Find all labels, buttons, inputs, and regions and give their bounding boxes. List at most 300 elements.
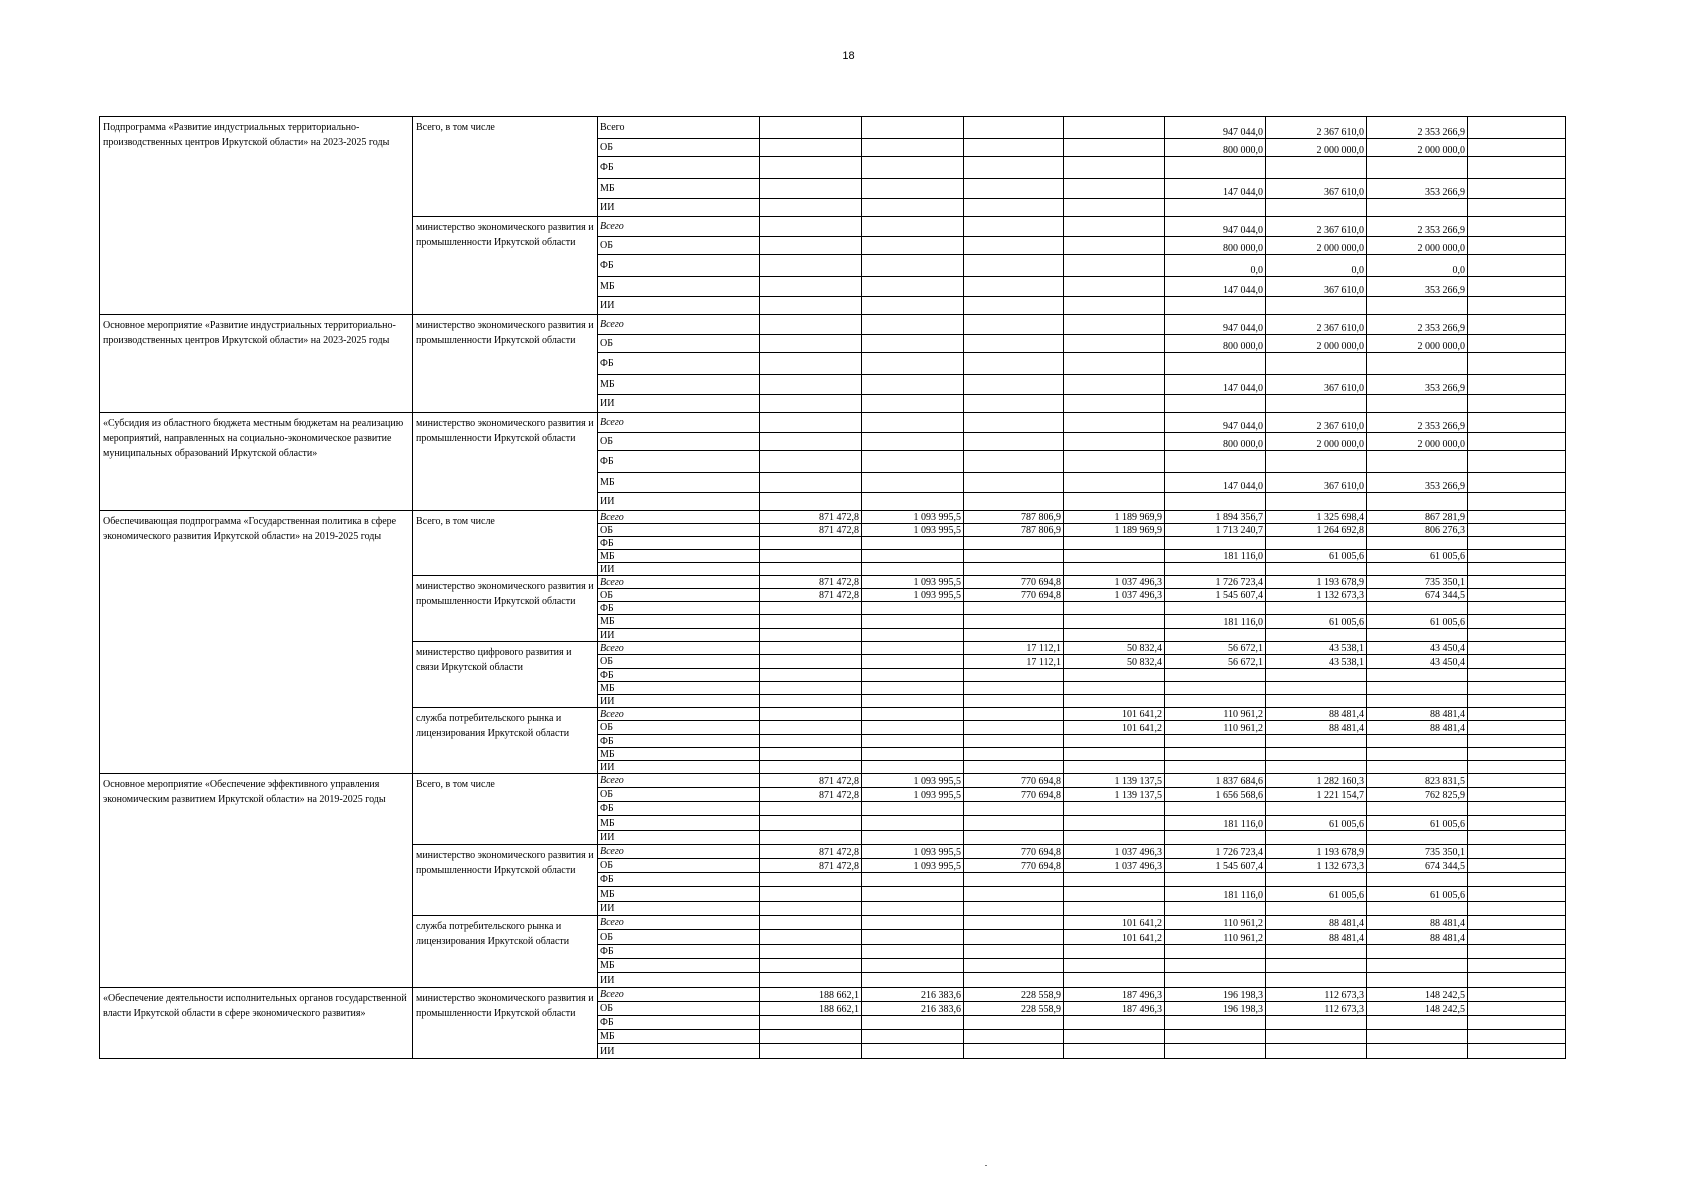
funding-source-cell: Всего: [598, 576, 760, 589]
empty-cell: [1468, 1030, 1566, 1044]
amount-cell: 2 000 000,0: [1367, 335, 1468, 353]
funding-source-cell: МБ: [598, 887, 760, 902]
empty-cell: [1468, 537, 1566, 550]
funding-source-cell: МБ: [598, 179, 760, 199]
amount-cell: [1266, 563, 1367, 576]
amount-cell: [1064, 831, 1165, 845]
amount-cell: [1165, 761, 1266, 774]
amount-cell: 800 000,0: [1165, 237, 1266, 255]
amount-cell: 1 221 154,7: [1266, 788, 1367, 802]
funding-source-cell: Всего: [598, 413, 760, 433]
amount-cell: [964, 1044, 1064, 1059]
amount-cell: [1064, 157, 1165, 179]
funding-source-cell: ФБ: [598, 353, 760, 375]
amount-cell: [1266, 157, 1367, 179]
funding-source-cell: ОБ: [598, 1002, 760, 1016]
amount-cell: [1064, 550, 1165, 563]
amount-cell: [1064, 669, 1165, 682]
amount-cell: 196 198,3: [1165, 988, 1266, 1002]
amount-cell: [1367, 353, 1468, 375]
amount-cell: 17 112,1: [964, 655, 1064, 669]
empty-cell: [1468, 117, 1566, 139]
amount-cell: [964, 237, 1064, 255]
amount-cell: 181 116,0: [1165, 550, 1266, 563]
amount-cell: [862, 930, 964, 945]
empty-cell: [1468, 761, 1566, 774]
amount-cell: [760, 761, 862, 774]
amount-cell: 1 093 995,5: [862, 845, 964, 859]
funding-source-cell: Всего: [598, 511, 760, 524]
amount-cell: [862, 315, 964, 335]
amount-cell: 800 000,0: [1165, 139, 1266, 157]
empty-cell: [1468, 315, 1566, 335]
amount-cell: [1367, 1030, 1468, 1044]
amount-cell: [862, 615, 964, 629]
amount-cell: 61 005,6: [1367, 887, 1468, 902]
funding-source-cell: ОБ: [598, 859, 760, 873]
amount-cell: [1165, 695, 1266, 708]
amount-cell: [862, 117, 964, 139]
amount-cell: 947 044,0: [1165, 413, 1266, 433]
amount-cell: [1266, 353, 1367, 375]
amount-cell: 61 005,6: [1266, 816, 1367, 831]
table-row: [100, 413, 1566, 433]
amount-cell: [760, 669, 862, 682]
amount-cell: [1165, 537, 1266, 550]
amount-cell: 1 093 995,5: [862, 859, 964, 873]
empty-cell: [1468, 335, 1566, 353]
amount-cell: 188 662,1: [760, 988, 862, 1002]
amount-cell: 187 496,3: [1064, 1002, 1165, 1016]
amount-cell: [964, 563, 1064, 576]
empty-cell: [1468, 179, 1566, 199]
amount-cell: [964, 615, 1064, 629]
amount-cell: [1266, 493, 1367, 511]
empty-cell: [1468, 277, 1566, 297]
amount-cell: [760, 916, 862, 930]
amount-cell: 88 481,4: [1266, 721, 1367, 735]
amount-cell: [862, 735, 964, 748]
amount-cell: [1266, 1016, 1367, 1030]
amount-cell: 88 481,4: [1367, 708, 1468, 721]
amount-cell: 867 281,9: [1367, 511, 1468, 524]
amount-cell: 56 672,1: [1165, 655, 1266, 669]
amount-cell: 2 353 266,9: [1367, 315, 1468, 335]
amount-cell: [862, 277, 964, 297]
amount-cell: [862, 708, 964, 721]
amount-cell: 770 694,8: [964, 859, 1064, 873]
amount-cell: [1064, 451, 1165, 473]
responsible-executor-cell: служба потребительского рынка и лицензирования Иркутской области: [413, 916, 598, 988]
amount-cell: 1 656 568,6: [1165, 788, 1266, 802]
amount-cell: 871 472,8: [760, 589, 862, 602]
amount-cell: 871 472,8: [760, 524, 862, 537]
funding-source-cell: ОБ: [598, 335, 760, 353]
empty-cell: [1468, 816, 1566, 831]
amount-cell: [862, 550, 964, 563]
amount-cell: [964, 916, 1064, 930]
amount-cell: 17 112,1: [964, 642, 1064, 655]
amount-cell: 187 496,3: [1064, 988, 1165, 1002]
amount-cell: 1 037 496,3: [1064, 859, 1165, 873]
amount-cell: [1367, 629, 1468, 642]
funding-source-cell: Всего: [598, 315, 760, 335]
amount-cell: 2 367 610,0: [1266, 315, 1367, 335]
amount-cell: [1064, 413, 1165, 433]
amount-cell: [1064, 563, 1165, 576]
amount-cell: [1266, 831, 1367, 845]
amount-cell: 2 000 000,0: [1266, 139, 1367, 157]
amount-cell: 1 189 969,9: [1064, 511, 1165, 524]
amount-cell: [760, 959, 862, 973]
amount-cell: [760, 655, 862, 669]
amount-cell: [862, 255, 964, 277]
responsible-executor-cell: министерство экономического развития и промышленности Иркутской области: [413, 845, 598, 916]
amount-cell: [862, 902, 964, 916]
amount-cell: [1064, 315, 1165, 335]
empty-cell: [1468, 589, 1566, 602]
amount-cell: 188 662,1: [760, 1002, 862, 1016]
amount-cell: [1064, 1044, 1165, 1059]
amount-cell: [1266, 959, 1367, 973]
amount-cell: 367 610,0: [1266, 179, 1367, 199]
amount-cell: 367 610,0: [1266, 277, 1367, 297]
amount-cell: [964, 1016, 1064, 1030]
amount-cell: 871 472,8: [760, 845, 862, 859]
amount-cell: 61 005,6: [1367, 550, 1468, 563]
amount-cell: [862, 629, 964, 642]
amount-cell: [862, 179, 964, 199]
amount-cell: 1 264 692,8: [1266, 524, 1367, 537]
empty-cell: [1468, 902, 1566, 916]
amount-cell: [760, 642, 862, 655]
amount-cell: [1266, 902, 1367, 916]
amount-cell: [1064, 695, 1165, 708]
empty-cell: [1468, 873, 1566, 887]
amount-cell: [1064, 735, 1165, 748]
amount-cell: [760, 255, 862, 277]
amount-cell: [964, 297, 1064, 315]
amount-cell: 806 276,3: [1367, 524, 1468, 537]
amount-cell: [964, 353, 1064, 375]
funding-source-cell: ИИ: [598, 973, 760, 988]
amount-cell: [862, 1044, 964, 1059]
amount-cell: 88 481,4: [1367, 930, 1468, 945]
amount-cell: [862, 602, 964, 615]
empty-cell: [1468, 859, 1566, 873]
empty-cell: [1468, 139, 1566, 157]
amount-cell: [760, 1030, 862, 1044]
table-row: [100, 774, 1566, 788]
amount-cell: 674 344,5: [1367, 589, 1468, 602]
amount-cell: [964, 473, 1064, 493]
amount-cell: [1165, 157, 1266, 179]
amount-cell: [1064, 602, 1165, 615]
amount-cell: 1 139 137,5: [1064, 774, 1165, 788]
amount-cell: 88 481,4: [1266, 930, 1367, 945]
table-row: [100, 988, 1566, 1002]
amount-cell: [964, 255, 1064, 277]
amount-cell: [1266, 602, 1367, 615]
amount-cell: [862, 353, 964, 375]
amount-cell: [1165, 902, 1266, 916]
empty-cell: [1468, 988, 1566, 1002]
responsible-executor-cell: Всего, в том числе: [413, 117, 598, 217]
funding-source-cell: МБ: [598, 816, 760, 831]
amount-cell: [1064, 179, 1165, 199]
empty-cell: [1468, 802, 1566, 816]
amount-cell: 147 044,0: [1165, 277, 1266, 297]
amount-cell: 1 093 995,5: [862, 524, 964, 537]
amount-cell: [1266, 748, 1367, 761]
empty-cell: [1468, 682, 1566, 695]
amount-cell: 1 713 240,7: [1165, 524, 1266, 537]
responsible-executor-cell: министерство экономического развития и промышленности Иркутской области: [413, 413, 598, 511]
amount-cell: 61 005,6: [1266, 887, 1367, 902]
amount-cell: 110 961,2: [1165, 930, 1266, 945]
amount-cell: 1 037 496,3: [1064, 845, 1165, 859]
amount-cell: [1266, 199, 1367, 217]
funding-source-cell: МБ: [598, 550, 760, 563]
scan-speck: [985, 1165, 987, 1166]
amount-cell: 770 694,8: [964, 576, 1064, 589]
program-name-cell: Подпрограмма «Развитие индустриальных территориально-производственных центров Иркутской области» на 2023-2025 годы: [100, 117, 413, 315]
responsible-executor-cell: министерство цифрового развития и связи Иркутской области: [413, 642, 598, 708]
responsible-executor-cell: министерство экономического развития и промышленности Иркутской области: [413, 988, 598, 1059]
funding-source-cell: МБ: [598, 375, 760, 395]
amount-cell: [1266, 802, 1367, 816]
amount-cell: [1165, 831, 1266, 845]
program-name-cell: Основное мероприятие «Развитие индустриальных территориально-производственных центров Иркутской области» на 2023-2025 годы: [100, 315, 413, 413]
amount-cell: 735 350,1: [1367, 576, 1468, 589]
amount-cell: [1266, 873, 1367, 887]
amount-cell: [964, 816, 1064, 831]
amount-cell: 196 198,3: [1165, 1002, 1266, 1016]
amount-cell: 1 189 969,9: [1064, 524, 1165, 537]
amount-cell: [862, 831, 964, 845]
empty-cell: [1468, 708, 1566, 721]
amount-cell: [1165, 199, 1266, 217]
amount-cell: [1064, 297, 1165, 315]
amount-cell: [760, 695, 862, 708]
amount-cell: [1266, 629, 1367, 642]
amount-cell: [964, 199, 1064, 217]
amount-cell: [1064, 353, 1165, 375]
amount-cell: [1064, 873, 1165, 887]
amount-cell: [1367, 669, 1468, 682]
amount-cell: [1064, 117, 1165, 139]
amount-cell: [760, 493, 862, 511]
empty-cell: [1468, 576, 1566, 589]
amount-cell: [760, 902, 862, 916]
amount-cell: [1367, 157, 1468, 179]
amount-cell: 56 672,1: [1165, 642, 1266, 655]
amount-cell: [1165, 353, 1266, 375]
amount-cell: [1064, 473, 1165, 493]
table-row: [100, 117, 1566, 139]
amount-cell: [1165, 1044, 1266, 1059]
funding-source-cell: ОБ: [598, 237, 760, 255]
funding-source-cell: ФБ: [598, 669, 760, 682]
amount-cell: 2 367 610,0: [1266, 117, 1367, 139]
amount-cell: [964, 959, 1064, 973]
empty-cell: [1468, 255, 1566, 277]
amount-cell: [964, 433, 1064, 451]
amount-cell: 181 116,0: [1165, 887, 1266, 902]
amount-cell: [1367, 748, 1468, 761]
empty-cell: [1468, 887, 1566, 902]
amount-cell: 823 831,5: [1367, 774, 1468, 788]
empty-cell: [1468, 602, 1566, 615]
amount-cell: [862, 395, 964, 413]
amount-cell: [1165, 1030, 1266, 1044]
amount-cell: [1367, 199, 1468, 217]
amount-cell: [964, 413, 1064, 433]
amount-cell: [964, 157, 1064, 179]
amount-cell: [760, 1044, 862, 1059]
amount-cell: [862, 945, 964, 959]
funding-source-cell: ИИ: [598, 395, 760, 413]
amount-cell: [964, 451, 1064, 473]
amount-cell: 2 367 610,0: [1266, 413, 1367, 433]
amount-cell: 1 193 678,9: [1266, 845, 1367, 859]
amount-cell: [862, 1030, 964, 1044]
amount-cell: 61 005,6: [1266, 550, 1367, 563]
amount-cell: [760, 157, 862, 179]
amount-cell: [862, 887, 964, 902]
amount-cell: [1064, 217, 1165, 237]
amount-cell: [862, 493, 964, 511]
amount-cell: [862, 157, 964, 179]
responsible-executor-cell: министерство экономического развития и промышленности Иркутской области: [413, 576, 598, 642]
amount-cell: [862, 451, 964, 473]
amount-cell: [760, 537, 862, 550]
amount-cell: [1367, 902, 1468, 916]
amount-cell: [760, 179, 862, 199]
amount-cell: [862, 642, 964, 655]
amount-cell: [964, 748, 1064, 761]
funding-source-cell: МБ: [598, 1030, 760, 1044]
amount-cell: [1367, 831, 1468, 845]
amount-cell: [1266, 1030, 1367, 1044]
amount-cell: 735 350,1: [1367, 845, 1468, 859]
responsible-executor-cell: Всего, в том числе: [413, 774, 598, 845]
amount-cell: 110 961,2: [1165, 721, 1266, 735]
amount-cell: [862, 433, 964, 451]
amount-cell: [1165, 735, 1266, 748]
empty-cell: [1468, 1044, 1566, 1059]
amount-cell: [1266, 297, 1367, 315]
empty-cell: [1468, 930, 1566, 945]
amount-cell: 148 242,5: [1367, 1002, 1468, 1016]
amount-cell: [1266, 451, 1367, 473]
funding-source-cell: МБ: [598, 277, 760, 297]
amount-cell: [1064, 237, 1165, 255]
funding-source-cell: ФБ: [598, 802, 760, 816]
amount-cell: [862, 973, 964, 988]
funding-source-cell: ОБ: [598, 524, 760, 537]
amount-cell: [964, 761, 1064, 774]
amount-cell: [964, 735, 1064, 748]
amount-cell: [964, 1030, 1064, 1044]
budget-table-body: [100, 117, 1566, 1059]
amount-cell: 770 694,8: [964, 589, 1064, 602]
amount-cell: [1367, 493, 1468, 511]
funding-source-cell: ИИ: [598, 902, 760, 916]
empty-cell: [1468, 237, 1566, 255]
amount-cell: 50 832,4: [1064, 642, 1165, 655]
amount-cell: [1266, 537, 1367, 550]
amount-cell: [862, 1016, 964, 1030]
amount-cell: 770 694,8: [964, 774, 1064, 788]
program-name-cell: «Субсидия из областного бюджета местным бюджетам на реализацию мероприятий, направленных на социально-экономическое развитие муниципальных образований Иркутской области»: [100, 413, 413, 511]
amount-cell: [760, 945, 862, 959]
amount-cell: 353 266,9: [1367, 277, 1468, 297]
funding-source-cell: Всего: [598, 845, 760, 859]
amount-cell: [1165, 563, 1266, 576]
amount-cell: 88 481,4: [1266, 708, 1367, 721]
amount-cell: 0,0: [1266, 255, 1367, 277]
amount-cell: [760, 413, 862, 433]
amount-cell: [760, 615, 862, 629]
amount-cell: [862, 413, 964, 433]
amount-cell: 216 383,6: [862, 988, 964, 1002]
amount-cell: [1064, 493, 1165, 511]
amount-cell: [964, 930, 1064, 945]
empty-cell: [1468, 721, 1566, 735]
table-row: [100, 511, 1566, 524]
amount-cell: [1064, 629, 1165, 642]
responsible-executor-cell: служба потребительского рынка и лицензирования Иркутской области: [413, 708, 598, 774]
amount-cell: [1165, 1016, 1266, 1030]
amount-cell: 216 383,6: [862, 1002, 964, 1016]
amount-cell: 110 961,2: [1165, 916, 1266, 930]
amount-cell: [862, 473, 964, 493]
empty-cell: [1468, 845, 1566, 859]
empty-cell: [1468, 473, 1566, 493]
amount-cell: [964, 721, 1064, 735]
amount-cell: 800 000,0: [1165, 433, 1266, 451]
amount-cell: [760, 873, 862, 887]
funding-source-cell: ОБ: [598, 655, 760, 669]
amount-cell: 871 472,8: [760, 859, 862, 873]
funding-source-cell: ФБ: [598, 945, 760, 959]
amount-cell: [1165, 602, 1266, 615]
empty-cell: [1468, 959, 1566, 973]
amount-cell: [862, 682, 964, 695]
empty-cell: [1468, 695, 1566, 708]
amount-cell: 1 139 137,5: [1064, 788, 1165, 802]
amount-cell: 871 472,8: [760, 511, 862, 524]
amount-cell: 787 806,9: [964, 524, 1064, 537]
amount-cell: [760, 930, 862, 945]
amount-cell: 50 832,4: [1064, 655, 1165, 669]
funding-source-cell: ИИ: [598, 493, 760, 511]
amount-cell: 101 641,2: [1064, 916, 1165, 930]
amount-cell: [1367, 945, 1468, 959]
amount-cell: [1367, 563, 1468, 576]
amount-cell: [964, 695, 1064, 708]
amount-cell: 147 044,0: [1165, 473, 1266, 493]
amount-cell: [1064, 537, 1165, 550]
amount-cell: [1165, 682, 1266, 695]
amount-cell: [760, 315, 862, 335]
amount-cell: [1165, 873, 1266, 887]
amount-cell: [1266, 735, 1367, 748]
amount-cell: 43 538,1: [1266, 655, 1367, 669]
amount-cell: [760, 887, 862, 902]
amount-cell: [1064, 973, 1165, 988]
